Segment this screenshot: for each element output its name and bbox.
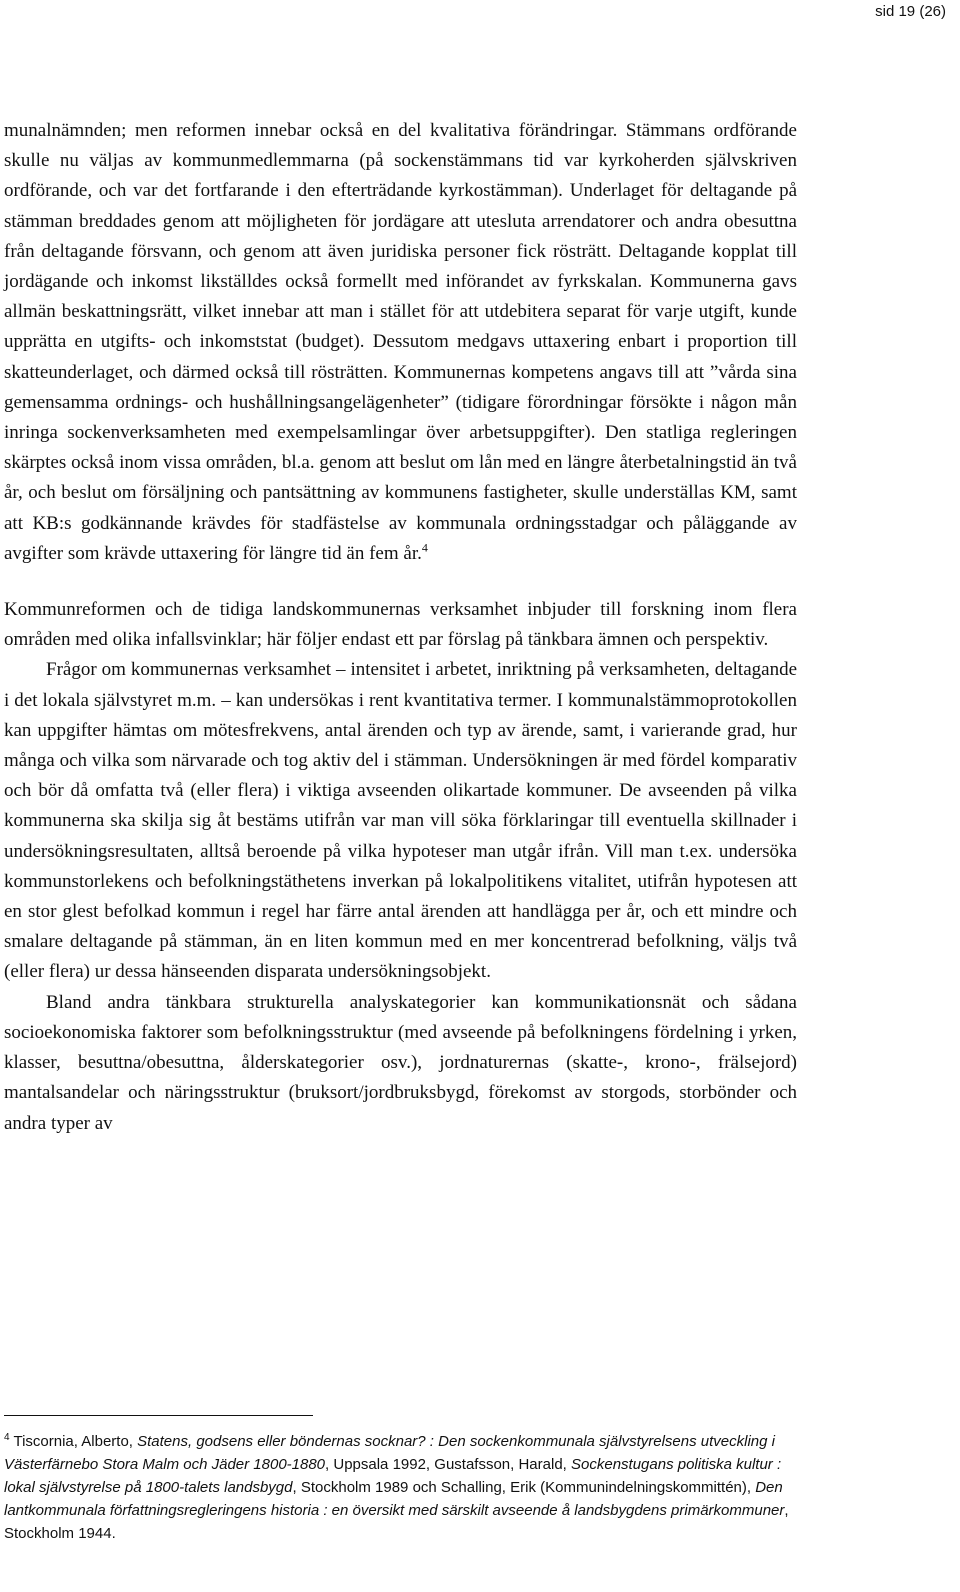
footnote-text-4: , Stockholm 1944. [4, 1502, 789, 1542]
page-number: sid 19 (26) [875, 3, 946, 20]
paragraph-1 [4, 116, 797, 569]
footnote-title-2: Sockenstugans politiska kultur : lokal självstyrelse på 1800-talets landsbygd [4, 1456, 782, 1496]
footnote [4, 1430, 796, 1545]
body-text [4, 116, 797, 1139]
footnote-text-3: , Stockholm 1989 och Schalling, Erik (Kommunindelningskommittén), [292, 1479, 756, 1496]
footnote-title-1: Statens, godsens eller böndernas socknar? : Den sockenkommunala självstyrelsens utveckling i Västerfärnebo Stora Malm och Jäder 1800-1880 [4, 1433, 775, 1473]
footnote-text-2: , Uppsala 1992, Gustafsson, Harald, [325, 1456, 572, 1473]
footnote-title-3: Den lantkommunala författningsregleringens historia : en översikt med särskilt avseende å landsbygdens primärkommuner [4, 1479, 785, 1519]
paragraph-1-text: munalnämnden; men reformen innebar också en del kvalitativa förändringar. Stämmans ordförande skulle nu väljas av kommunmedlemmarna (på sockenstämmans tid var kyrkoherden självskriven ordförande, och var det fortfarande i den efterträdande kyrkostämman). Underlaget för deltagande på stämman breddades genom att möjligheten för jordägare att utesluta arrendatorer och andra obesuttna från deltagande försvann, och genom att även juridiska personer fick rösträtt. Deltagande kopplat till jordägande och inkomst likställdes också formellt med införandet av fyrkskalan. Kommunerna gavs allmän beskattningsrätt, vilket innebar att man i stället för att utdebitera separat för varje utgift, kunde upprätta en utgifts- och inkomststat (budget). Dessutom medgavs uttaxering enbart i proportion till skatteunderlaget, och därmed också till rösträtten. Kommunernas kompetens angavs till att ”vårda sina gemensamma ordnings- och hushållningsangelägenheter” (tidigare förordningar försökte i någon mån inringa sockenverksamheten med exempelsamlingar över arbetsuppgifter). Den statliga regleringen skärptes också inom vissa områden, bl.a. genom att beslut om lån med en längre återbetalningstid än två år, och beslut om försäljning och pantsättning av kommunens fastigheter, skulle underställas KM, samt att KB:s godkännande krävdes för stadfästelse av kommunala ordningsstadgar och påläggande av avgifter som krävde uttaxering för längre tid än fem år. [4, 120, 797, 564]
footnote-number: 4 [4, 1432, 10, 1443]
footnote-text-1: Tiscornia, Alberto, [9, 1433, 138, 1450]
footnote-reference[interactable]: 4 [421, 540, 428, 555]
footnote-separator [4, 1415, 313, 1416]
paragraph-4: Bland andra tänkbara strukturella analyskategorier kan kommunikationsnät och sådana socioekonomiska faktorer som befolkningsstruktur (med avseende på befolkningens fördelning i yrken, klasser, besuttna/obesuttna, ålderskategorier osv.), jordnaturernas (skatte-, krono-, frälsejord) mantalsandelar och näringsstruktur (bruksort/jordbruksbygd, förekomst av storgods, storbönder och andra typer av [4, 991, 797, 1134]
paragraph-3: Frågor om kommunernas verksamhet – intensitet i arbetet, inriktning på verksamheten, deltagande i det lokala självstyret m.m. – kan undersökas i rent kvantitativa termer. I kommunalstämmoprotokollen kan uppgifter hämtas om mötesfrekvens, antal ärenden och typ av ärende, samt, i varierande grad, hur många och vilka som närvarade och tog aktiv del i stämman. Undersökningen är med fördel komparativ och bör då omfatta två (eller flera) i viktiga avseenden olikartade kommuner. De avseenden på vilka kommunerna ska skilja sig åt bestäms utifrån var man vill söka förklaringar till eventuella skillnader i undersökningsresultaten, alltså beroende på vilka hypoteser man utgår ifrån. Vill man t.ex. undersöka kommunstorlekens och befolkningstäthetens inverkan på lokalpolitikens vitalitet, utifrån hypotesen att en stor glest befolkad kommun i regel har färre antal ärenden att handlägga per år, och ett mindre och smalare deltagande på stämman, än en liten kommun med en mer koncentrerad befolkning, väljs två (eller flera) ur dessa hänseenden disparata undersökningsobjekt. [4, 659, 797, 983]
paragraph-2: Kommunreformen och de tidiga landskommunernas verksamhet inbjuder till forskning inom flera områden med olika infallsvinklar; här följer endast ett par förslag på tänkbara ämnen och perspektiv. [4, 599, 797, 651]
